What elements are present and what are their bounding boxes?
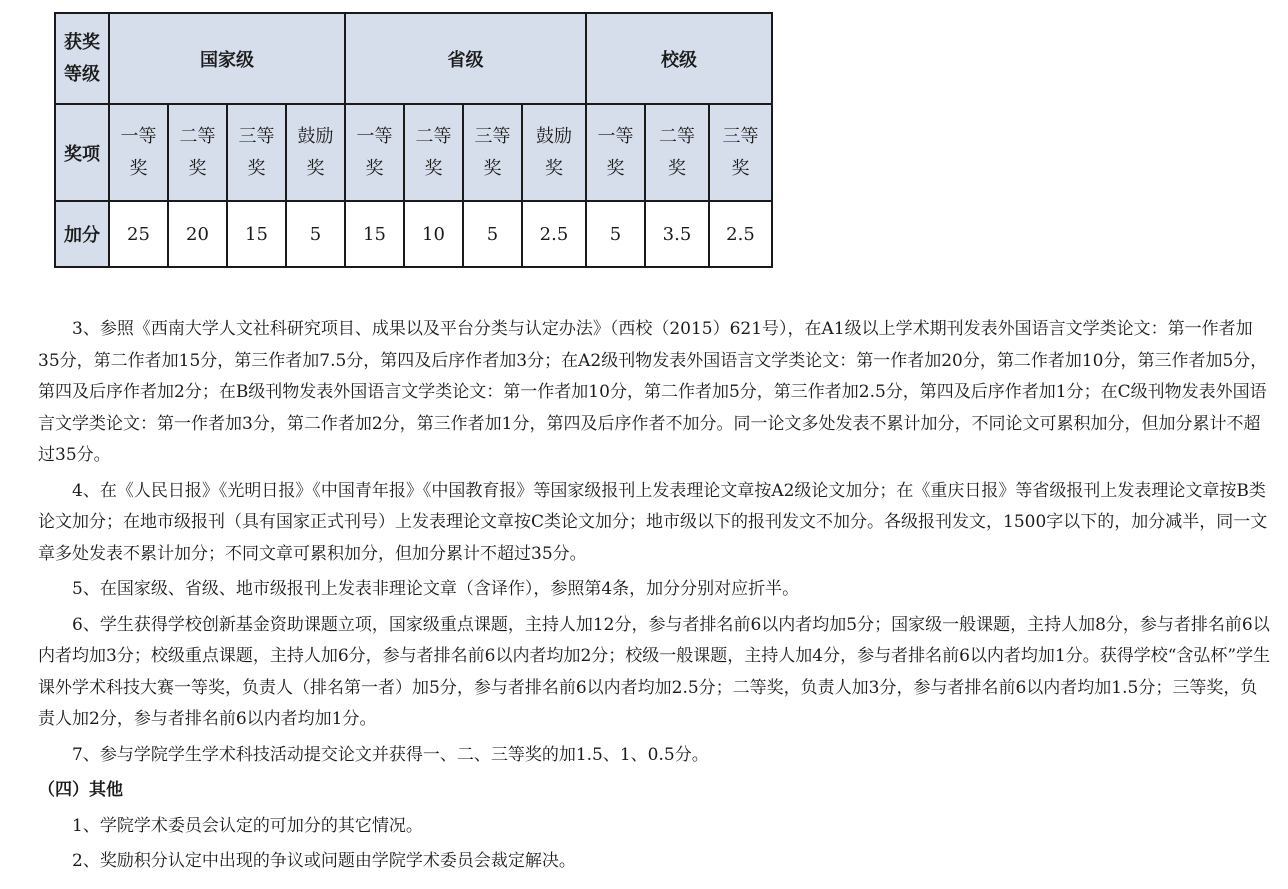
paragraph-4: 4、在《人民日报》《光明日报》《中国青年报》《中国教育报》等国家级报刊上发表理论文章按A2级论文加分；在《重庆日报》等省级报刊上发表理论文章按B类论文加分；在地市级报刊（具有国家正式刊号）上发表理论文章按C类论文加分；地市级以下的报刊发文不加分。各级报刊发文，1500字以下的，加分减半，同一文章多处发表不累计加分；不同文章可累积加分，但加分累计不超过35分。 — [38, 480, 1268, 564]
award-item-cell: 一等 奖 — [109, 104, 168, 201]
other-item-1: 1、学院学术委员会认定的可加分的其它情况。 — [72, 815, 423, 836]
award-item-cell: 二等 奖 — [645, 104, 709, 201]
award-item-cell: 三等 奖 — [463, 104, 522, 201]
school-level-header: 校级 — [586, 13, 772, 104]
award-item-cell: 三等 奖 — [709, 104, 772, 201]
document-body — [38, 314, 1272, 878]
points-cell: 25 — [109, 201, 168, 267]
points-cell: 5 — [586, 201, 645, 267]
award-item-cell: 二等 奖 — [404, 104, 463, 201]
award-item-cell: 一等 奖 — [586, 104, 645, 201]
paragraph-7: 7、参与学院学生学术科技活动提交论文并获得一、二、三等奖的加1.5、1、0.5分。 — [72, 744, 709, 765]
table-row — [55, 201, 772, 267]
national-level-header: 国家级 — [109, 13, 345, 104]
points-cell: 15 — [227, 201, 286, 267]
points-cell: 5 — [463, 201, 522, 267]
points-cell: 2.5 — [709, 201, 772, 267]
points-cell: 5 — [286, 201, 345, 267]
award-points-table — [54, 12, 773, 268]
table-row — [55, 13, 772, 104]
award-item-cell: 二等 奖 — [168, 104, 227, 201]
award-item-header: 奖项 — [55, 104, 109, 201]
paragraph-6: 6、学生获得学校创新基金资助课题立项，国家级重点课题，主持人加12分，参与者排名前6以内者均加5分；国家级一般课题，主持人加8分，参与者排名前6以内者均加3分；校级重点课题，主持人加6分，参与者排名前6以内者均加2分；校级一般课题，主持人加4分，参与者排名前6以内者均加1分。获得学校“含弘杯”学生课外学术科技大赛一等奖，负责人（排名第一者）加5分，参与者排名前6以内者均加2.5分；二等奖，负责人加3分，参与者排名前6以内者均加1.5分；三等奖，负责人加2分，参与者排名前6以内者均加1分。 — [38, 614, 1271, 729]
award-item-cell: 鼓励 奖 — [286, 104, 345, 201]
award-item-cell: 鼓励 奖 — [522, 104, 586, 201]
points-cell: 3.5 — [645, 201, 709, 267]
award-level-header: 获奖 等级 — [55, 13, 109, 104]
points-cell: 20 — [168, 201, 227, 267]
paragraph-5: 5、在国家级、省级、地市级报刊上发表非理论文章（含译作），参照第4条，加分分别对应折半。 — [72, 579, 800, 599]
award-item-cell: 一等 奖 — [345, 104, 404, 201]
section-heading-other: （四）其他 — [38, 780, 123, 800]
paragraph-3: 3、参照《西南大学人文社科研究项目、成果以及平台分类与认定办法》（西校（2015）621号），在A1级以上学术期刊发表外国语言文学类论文：第一作者加35分，第二作者加15分，第三作者加7.5分，第四及后序作者加3分；在A2级刊物发表外国语言文学类论文：第一作者加20分，第二作者加10分，第三作者加5分，第四及后序作者加2分；在B级刊物发表外国语言文学类论文：第一作者加10分，第二作者加5分，第三作者加2.5分，第四及后序作者加1分；在C级刊物发表外国语言文学类论文：第一作者加3分，第二作者加2分，第三作者加1分，第四及后序作者不加分。同一论文多处发表不累计加分，不同论文可累积加分，但加分累计不超过35分。 — [38, 319, 1268, 465]
table-row — [55, 104, 772, 201]
provincial-level-header: 省级 — [345, 13, 586, 104]
points-cell: 2.5 — [522, 201, 586, 267]
other-item-2: 2、奖励积分认定中出现的争议或问题由学院学术委员会裁定解决。 — [72, 851, 576, 871]
points-cell: 15 — [345, 201, 404, 267]
award-item-cell: 三等 奖 — [227, 104, 286, 201]
points-cell: 10 — [404, 201, 463, 267]
points-header: 加分 — [55, 201, 109, 267]
